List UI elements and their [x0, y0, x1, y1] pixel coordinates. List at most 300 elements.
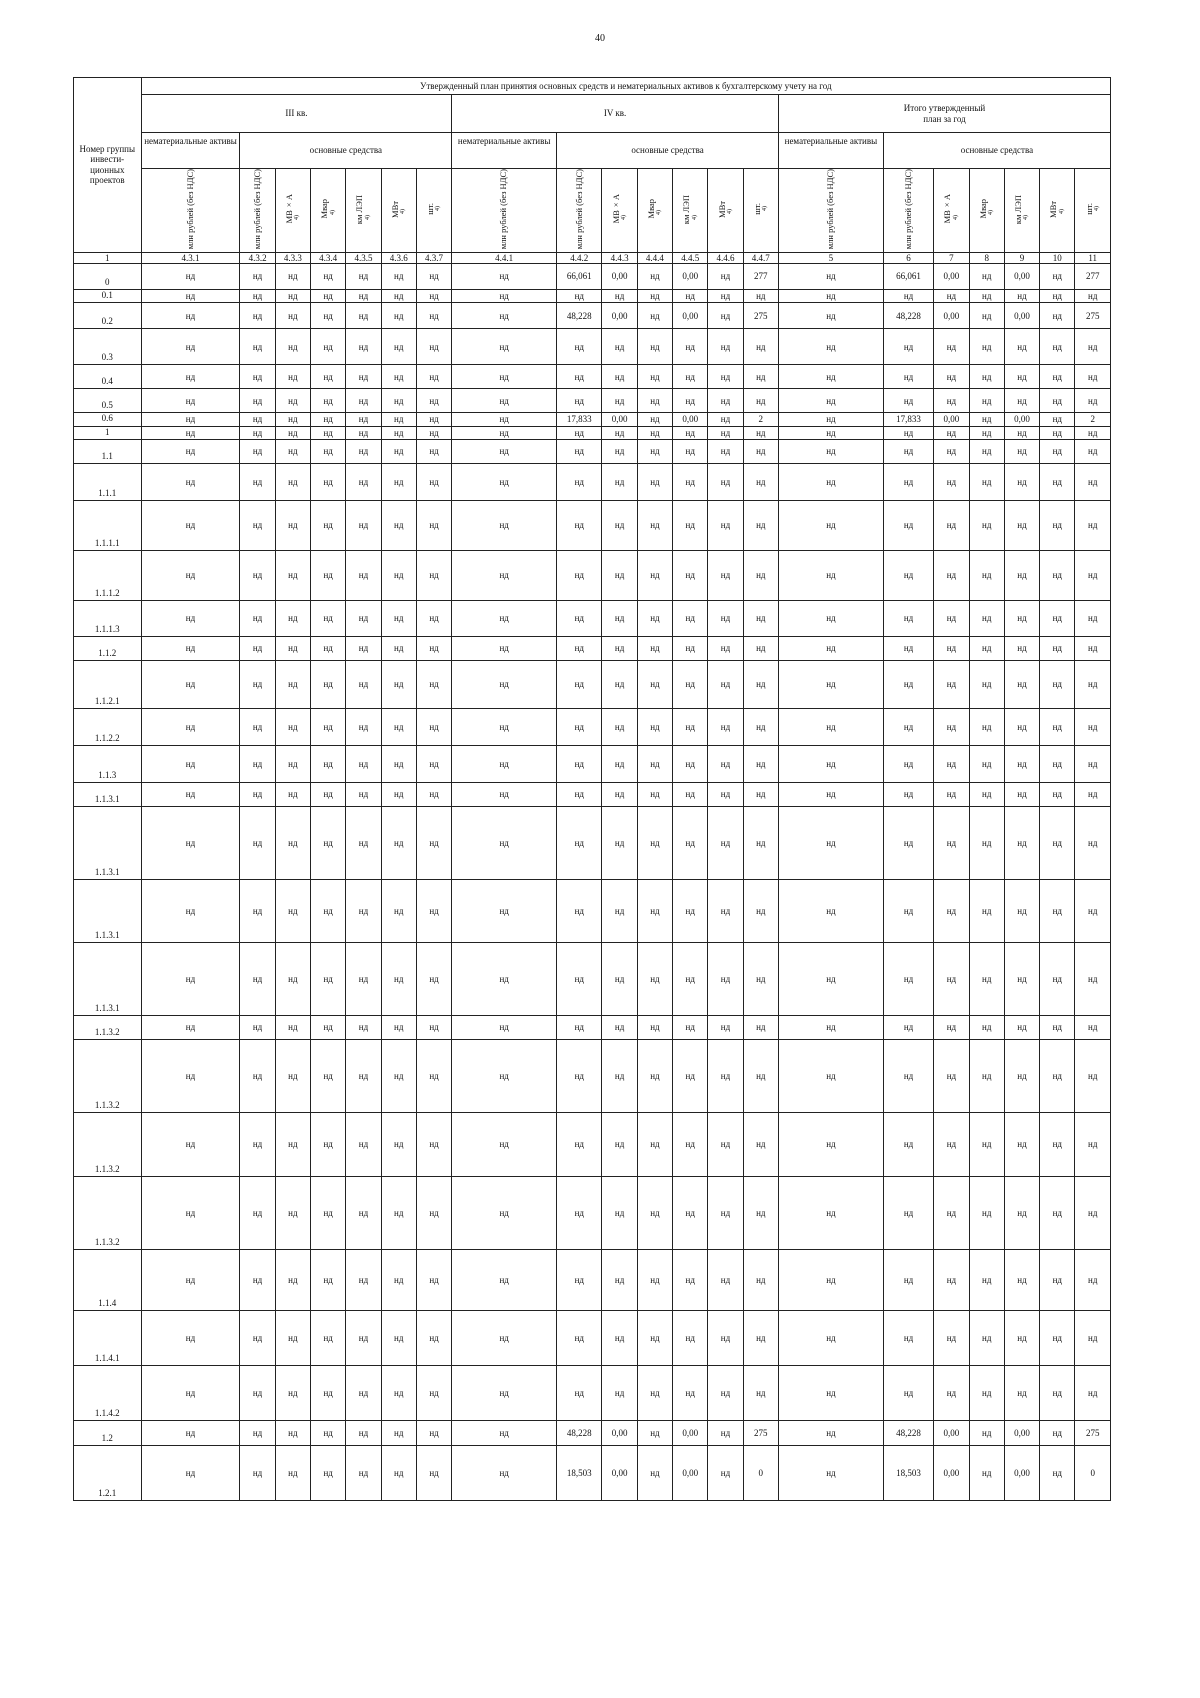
table-cell: нд: [969, 1176, 1004, 1249]
table-cell: нд: [673, 942, 708, 1015]
table-cell: нд: [311, 1249, 346, 1310]
table-cell: нд: [708, 660, 743, 708]
table-cell: нд: [1040, 329, 1075, 365]
table-cell: нд: [708, 426, 743, 439]
table-cell: нд: [381, 1445, 416, 1500]
q3-intangible-header: нематериальные активы: [141, 133, 240, 169]
table-cell: нд: [778, 263, 883, 289]
table-cell: нд: [743, 439, 778, 463]
column-number: 4.3.4: [311, 252, 346, 263]
table-cell: нд: [452, 389, 557, 413]
table-cell: 0,00: [602, 1420, 637, 1445]
table-cell: нд: [743, 1310, 778, 1365]
table-cell: 0,00: [673, 413, 708, 426]
table-cell: нд: [673, 289, 708, 302]
table-cell: 0,00: [934, 1420, 969, 1445]
table-cell: нд: [1004, 550, 1039, 600]
table-cell: нд: [240, 745, 275, 782]
table-cell: нд: [883, 439, 933, 463]
table-cell: нд: [311, 463, 346, 500]
table-cell: нд: [311, 1039, 346, 1112]
table-cell: 0,00: [934, 303, 969, 329]
table-cell: нд: [969, 1015, 1004, 1039]
table-cell: нд: [883, 708, 933, 745]
table-cell: нд: [416, 879, 451, 942]
table-cell: нд: [673, 660, 708, 708]
table-cell: нд: [743, 600, 778, 636]
table-cell: нд: [778, 1365, 883, 1420]
table-cell: нд: [346, 463, 381, 500]
table-cell: нд: [883, 329, 933, 365]
table-row: [74, 806, 1111, 879]
table-cell: нд: [708, 463, 743, 500]
table-cell: нд: [708, 942, 743, 1015]
row-number: 1.1.1.1: [74, 500, 142, 550]
table-cell: нд: [778, 1420, 883, 1445]
unit-header: МВт4): [708, 169, 743, 253]
row-number: 1.1.3.1: [74, 942, 142, 1015]
table-cell: 17,833: [557, 413, 602, 426]
table-cell: нд: [708, 600, 743, 636]
row-number: 1.1.3.2: [74, 1015, 142, 1039]
table-cell: нд: [637, 1445, 672, 1500]
table-cell: нд: [969, 660, 1004, 708]
table-cell: нд: [969, 745, 1004, 782]
table-row: [74, 413, 1111, 426]
table-cell: нд: [883, 500, 933, 550]
table-cell: нд: [416, 1015, 451, 1039]
table-cell: нд: [381, 1420, 416, 1445]
table-row: [74, 782, 1111, 806]
table-cell: нд: [346, 413, 381, 426]
table-cell: нд: [1004, 660, 1039, 708]
table-cell: нд: [778, 708, 883, 745]
table-cell: нд: [346, 1039, 381, 1112]
table-cell: нд: [673, 708, 708, 745]
table-cell: нд: [637, 660, 672, 708]
table-row: [74, 389, 1111, 413]
table-cell: 0,00: [1004, 1420, 1039, 1445]
table-cell: нд: [778, 329, 883, 365]
table-cell: нд: [141, 439, 240, 463]
table-cell: нд: [708, 636, 743, 660]
table-cell: нд: [141, 782, 240, 806]
table-cell: 0,00: [673, 1445, 708, 1500]
table-row: [74, 289, 1111, 302]
table-cell: нд: [311, 806, 346, 879]
table-cell: нд: [637, 708, 672, 745]
table-cell: нд: [778, 463, 883, 500]
table-cell: нд: [381, 1365, 416, 1420]
table-cell: нд: [452, 463, 557, 500]
table-cell: нд: [778, 439, 883, 463]
table-row: [74, 439, 1111, 463]
table-cell: нд: [452, 1445, 557, 1500]
table-cell: нд: [416, 303, 451, 329]
table-cell: нд: [883, 365, 933, 389]
table-cell: нд: [311, 1176, 346, 1249]
table-cell: нд: [346, 600, 381, 636]
unit-header: шт.4): [743, 169, 778, 253]
table-cell: нд: [708, 303, 743, 329]
table-cell: нд: [557, 289, 602, 302]
table-cell: нд: [1004, 500, 1039, 550]
table-cell: нд: [1040, 1039, 1075, 1112]
table-cell: нд: [743, 329, 778, 365]
q3-fixed-header: основные средства: [240, 133, 452, 169]
table-cell: нд: [969, 389, 1004, 413]
table-cell: нд: [452, 1039, 557, 1112]
table-cell: нд: [969, 1039, 1004, 1112]
row-number: 1.1.3.1: [74, 806, 142, 879]
table-cell: нд: [381, 708, 416, 745]
table-cell: нд: [381, 439, 416, 463]
table-cell: нд: [1040, 413, 1075, 426]
table-cell: нд: [275, 660, 310, 708]
table-cell: нд: [778, 1249, 883, 1310]
table-cell: нд: [743, 463, 778, 500]
table-cell: нд: [381, 660, 416, 708]
table-cell: нд: [557, 365, 602, 389]
row-number: 0: [74, 263, 142, 289]
table-cell: нд: [743, 1249, 778, 1310]
table-row: [74, 1420, 1111, 1445]
table-cell: нд: [557, 879, 602, 942]
table-row: [74, 600, 1111, 636]
table-cell: нд: [1075, 550, 1111, 600]
row-number: 0.6: [74, 413, 142, 426]
table-row: [74, 1310, 1111, 1365]
table-cell: нд: [602, 636, 637, 660]
table-cell: 48,228: [557, 1420, 602, 1445]
table-cell: нд: [673, 365, 708, 389]
table-cell: нд: [743, 500, 778, 550]
table-cell: нд: [416, 636, 451, 660]
table-cell: нд: [602, 426, 637, 439]
table-cell: 275: [743, 303, 778, 329]
table-cell: 48,228: [883, 303, 933, 329]
table-cell: нд: [969, 500, 1004, 550]
table-cell: нд: [381, 463, 416, 500]
table-cell: нд: [673, 782, 708, 806]
table-cell: 48,228: [883, 1420, 933, 1445]
table-cell: нд: [778, 1310, 883, 1365]
table-cell: нд: [240, 1176, 275, 1249]
table-cell: нд: [1075, 365, 1111, 389]
table-cell: нд: [311, 660, 346, 708]
table-cell: нд: [1040, 1176, 1075, 1249]
table-cell: нд: [934, 500, 969, 550]
table-cell: 0,00: [934, 413, 969, 426]
table-cell: нд: [381, 365, 416, 389]
table-cell: нд: [346, 879, 381, 942]
table-cell: нд: [416, 426, 451, 439]
table-cell: нд: [934, 636, 969, 660]
table-cell: нд: [416, 1176, 451, 1249]
table-cell: нд: [969, 1112, 1004, 1176]
table-cell: нд: [275, 1310, 310, 1365]
table-cell: нд: [883, 660, 933, 708]
table-cell: 275: [1075, 1420, 1111, 1445]
table-cell: нд: [708, 806, 743, 879]
table-cell: нд: [673, 1039, 708, 1112]
table-cell: нд: [1004, 1176, 1039, 1249]
table-cell: нд: [275, 413, 310, 426]
table-cell: нд: [1075, 636, 1111, 660]
row-number: 1.1.3.1: [74, 782, 142, 806]
table-cell: нд: [240, 782, 275, 806]
table-cell: нд: [240, 1112, 275, 1176]
table-cell: нд: [141, 1039, 240, 1112]
unit-header: МВ×А4): [275, 169, 310, 253]
table-cell: нд: [557, 500, 602, 550]
unit-header: млн рублей (без НДС): [240, 169, 275, 253]
table-cell: нд: [673, 1015, 708, 1039]
table-cell: нд: [416, 365, 451, 389]
row-number: 1.1.3.2: [74, 1112, 142, 1176]
table-cell: нд: [883, 1365, 933, 1420]
table-cell: нд: [934, 1176, 969, 1249]
table-row: [74, 1249, 1111, 1310]
table-cell: нд: [311, 1420, 346, 1445]
table-cell: нд: [637, 1420, 672, 1445]
table-row: [74, 263, 1111, 289]
table-cell: нд: [602, 745, 637, 782]
unit-header: МВт4): [381, 169, 416, 253]
table-cell: нд: [1004, 1249, 1039, 1310]
table-cell: нд: [240, 1365, 275, 1420]
table-cell: нд: [934, 1112, 969, 1176]
table-cell: нд: [240, 1445, 275, 1500]
column-number: 4.4.5: [673, 252, 708, 263]
unit-header: км ЛЭП4): [346, 169, 381, 253]
table-cell: нд: [1075, 782, 1111, 806]
table-cell: нд: [557, 463, 602, 500]
table-cell: 0,00: [1004, 303, 1039, 329]
table-cell: нд: [708, 1420, 743, 1445]
table-cell: нд: [934, 550, 969, 600]
table-cell: нд: [416, 708, 451, 745]
table-cell: нд: [381, 879, 416, 942]
table-cell: нд: [275, 636, 310, 660]
table-cell: нд: [602, 806, 637, 879]
table-cell: нд: [969, 365, 1004, 389]
table-row: [74, 463, 1111, 500]
table-cell: нд: [743, 745, 778, 782]
table-cell: нд: [1004, 365, 1039, 389]
table-cell: нд: [708, 413, 743, 426]
table-cell: нд: [602, 329, 637, 365]
table-cell: 2: [743, 413, 778, 426]
table-cell: нд: [240, 879, 275, 942]
table-cell: нд: [381, 942, 416, 1015]
table-cell: нд: [743, 389, 778, 413]
table-cell: нд: [969, 303, 1004, 329]
table-cell: нд: [311, 426, 346, 439]
table-cell: нд: [1040, 389, 1075, 413]
column-number: 6: [883, 252, 933, 263]
table-cell: нд: [602, 708, 637, 745]
table-cell: нд: [969, 879, 1004, 942]
table-cell: нд: [452, 745, 557, 782]
table-cell: нд: [602, 463, 637, 500]
table-cell: нд: [673, 463, 708, 500]
table-cell: нд: [141, 708, 240, 745]
table-cell: нд: [883, 600, 933, 636]
table-cell: нд: [673, 329, 708, 365]
table-cell: нд: [708, 782, 743, 806]
column-number: 4.3.1: [141, 252, 240, 263]
table-cell: нд: [743, 1176, 778, 1249]
table-cell: нд: [778, 389, 883, 413]
table-cell: нд: [416, 500, 451, 550]
table-cell: нд: [602, 289, 637, 302]
row-number: 0.2: [74, 303, 142, 329]
table-cell: 275: [743, 1420, 778, 1445]
table-cell: 0,00: [673, 1420, 708, 1445]
table-cell: 18,503: [883, 1445, 933, 1500]
unit-header: Мвар4): [311, 169, 346, 253]
table-cell: нд: [1075, 942, 1111, 1015]
table-cell: нд: [311, 600, 346, 636]
table-row: [74, 942, 1111, 1015]
table-cell: нд: [240, 708, 275, 745]
table-cell: нд: [743, 942, 778, 1015]
column-number: 4.3.5: [346, 252, 381, 263]
table-cell: нд: [240, 942, 275, 1015]
table-cell: нд: [311, 708, 346, 745]
row-number: 0.3: [74, 329, 142, 365]
table-cell: нд: [708, 1249, 743, 1310]
table-cell: нд: [673, 550, 708, 600]
table-cell: нд: [969, 329, 1004, 365]
table-cell: нд: [311, 263, 346, 289]
table-cell: нд: [602, 782, 637, 806]
column-number: 4.4.7: [743, 252, 778, 263]
table-cell: нд: [346, 1445, 381, 1500]
unit-header: млн рублей (без НДС): [452, 169, 557, 253]
table-cell: нд: [416, 1112, 451, 1176]
table-cell: нд: [673, 500, 708, 550]
table-cell: нд: [452, 303, 557, 329]
table-cell: нд: [1040, 660, 1075, 708]
table-cell: нд: [969, 439, 1004, 463]
table-cell: нд: [240, 550, 275, 600]
table-cell: нд: [452, 413, 557, 426]
table-cell: нд: [1075, 1039, 1111, 1112]
table-cell: нд: [452, 439, 557, 463]
table-cell: нд: [778, 1445, 883, 1500]
table-cell: нд: [708, 1310, 743, 1365]
table-cell: нд: [637, 413, 672, 426]
table-cell: нд: [240, 600, 275, 636]
table-cell: нд: [778, 365, 883, 389]
q4-intangible-header: нематериальные активы: [452, 133, 557, 169]
table-cell: нд: [141, 550, 240, 600]
table-cell: нд: [381, 806, 416, 879]
table-cell: нд: [416, 942, 451, 1015]
table-cell: нд: [452, 660, 557, 708]
table-cell: нд: [708, 1176, 743, 1249]
table-cell: нд: [1075, 389, 1111, 413]
table-cell: нд: [1004, 806, 1039, 879]
table-cell: нд: [557, 389, 602, 413]
table-cell: нд: [1040, 1112, 1075, 1176]
table-cell: нд: [240, 289, 275, 302]
table-cell: нд: [883, 806, 933, 879]
table-cell: нд: [381, 782, 416, 806]
table-cell: нд: [969, 1445, 1004, 1500]
table-cell: нд: [602, 1015, 637, 1039]
table-cell: нд: [1040, 942, 1075, 1015]
table-cell: нд: [708, 1039, 743, 1112]
table-cell: нд: [275, 303, 310, 329]
table-row: [74, 500, 1111, 550]
table-cell: нд: [602, 550, 637, 600]
table-cell: нд: [416, 1445, 451, 1500]
table-cell: нд: [708, 263, 743, 289]
table-cell: нд: [1075, 1015, 1111, 1039]
table-cell: нд: [141, 942, 240, 1015]
table-cell: нд: [1004, 329, 1039, 365]
table-cell: нд: [969, 289, 1004, 302]
table-cell: нд: [416, 289, 451, 302]
table-cell: нд: [311, 1112, 346, 1176]
table-cell: нд: [637, 782, 672, 806]
table-cell: нд: [346, 806, 381, 879]
table-cell: нд: [240, 636, 275, 660]
table-cell: нд: [346, 708, 381, 745]
table-cell: 0: [743, 1445, 778, 1500]
table-cell: нд: [778, 806, 883, 879]
table-cell: нд: [275, 329, 310, 365]
table-cell: нд: [416, 413, 451, 426]
table-cell: нд: [240, 365, 275, 389]
table-cell: нд: [452, 263, 557, 289]
table-cell: нд: [883, 636, 933, 660]
unit-header: МВ×А4): [934, 169, 969, 253]
table-cell: нд: [883, 550, 933, 600]
total-intangible-header: нематериальные активы: [778, 133, 883, 169]
table-cell: нд: [141, 289, 240, 302]
table-cell: нд: [1004, 289, 1039, 302]
table-cell: нд: [240, 426, 275, 439]
table-cell: нд: [240, 1420, 275, 1445]
table-cell: нд: [743, 1015, 778, 1039]
table-cell: нд: [602, 439, 637, 463]
table-cell: нд: [240, 1039, 275, 1112]
table-cell: нд: [883, 1310, 933, 1365]
table-cell: нд: [883, 389, 933, 413]
table-cell: нд: [275, 1365, 310, 1420]
table-cell: нд: [969, 1310, 1004, 1365]
table-cell: нд: [346, 263, 381, 289]
table-cell: нд: [346, 660, 381, 708]
table-cell: нд: [452, 365, 557, 389]
table-cell: нд: [311, 745, 346, 782]
table-cell: нд: [346, 1176, 381, 1249]
row-number: 1.1.4.1: [74, 1310, 142, 1365]
table-cell: нд: [346, 439, 381, 463]
table-cell: нд: [416, 263, 451, 289]
table-cell: нд: [141, 636, 240, 660]
table-cell: 0: [1075, 1445, 1111, 1500]
table-cell: нд: [673, 426, 708, 439]
table-cell: нд: [778, 782, 883, 806]
table-cell: нд: [637, 1112, 672, 1176]
table-cell: нд: [381, 413, 416, 426]
table-cell: нд: [743, 1112, 778, 1176]
